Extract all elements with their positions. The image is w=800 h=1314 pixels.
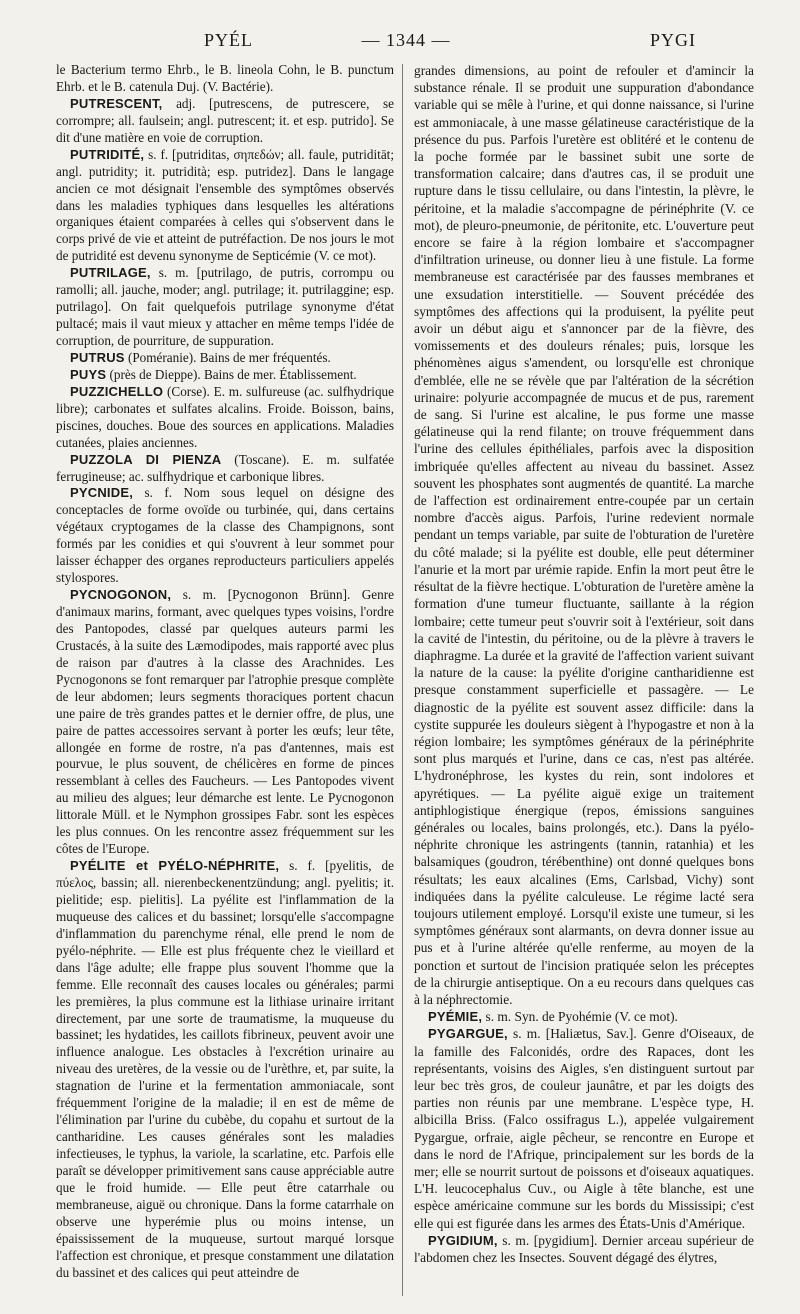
entry [414, 1008, 754, 1025]
entry [56, 350, 394, 367]
entry-text: s. m. [putrilago, de putris, corrompu ou ramolli; all. jauche, moder; angl. putrilage; it. putrilaggine; esp. putrilago]. On fait quelquefois putrilage synonyme d'état pultacé; mais il vaut mieux y attacher en même temps l'idée de corruption, de pourriture, de suppuration. [56, 265, 394, 348]
header-left-guideword: PYÉL [204, 30, 253, 50]
entry [56, 587, 394, 858]
entry [56, 367, 394, 384]
running-header [56, 30, 756, 56]
entry-text: adj. [putrescens, de putrescere, se corrompre; all. faulsein; angl. putrescent; it. et esp. putrido]. Se dit d'une matière en voie de corruption. [56, 95, 394, 145]
header-right-guideword: PYGI [649, 30, 696, 50]
headword: PYGARGUE, [428, 1026, 508, 1042]
headword: PUZZICHELLO [70, 383, 164, 399]
entry-text: grandes dimensions, au point de refouler et d'amincir la substance rénale. Il se produit une suppuration d'abondance variable qui se mêle à l'urine, et qui donne naissance, si l'urine est ammoniacale, à une masse gélatineuse caractéristique de la présence du pus. Parfois l'uretère est oblitéré et le contenu de la poche formée par le bassinet subit une sorte de transformation calcaire; dans d'autres cas, il se produit une rupture dans le tissu cellulaire, ou dans l'intestin, la plèvre, le péritoine, et la maladie s'accompagne de périnéphrite (V. ce mot), de pleuro-pneumonie, de péritonite, etc. L'ouverture peut encore se faire à la région lombaire et s'accompagner d'infiltration urineuse, ou donner lieu à une fistule. La forme membraneuse est caractérisée par des fausses membranes et une exsudation interstitielle. — Souvent précédée des symptômes des affections qui la produisent, la pyélite peut avoir un début aigu et s'annoncer par de la fièvre, des vomissements et des douleurs rénales; puis, lorsque les phénomènes aigus s'amendent, ou lorsqu'elle est chronique d'emblée, elle ne se révèle que par l'altération de la sécrétion urinaire: polyurie accompagnée de mucus et de pus, rarement de sang. Si l'urine est alcaline, le pus forme une masse gélatineuse qui la rend filante; on trouve fréquemment dans l'urine des cellules épithéliales, parfois avec la disposition imbriquée qu'elles affectent au niveau du bassinet. Assez souvent les phosphates sont augmentés de quantité. La marche de l'affection est ordinairement entre-coupée par un certain nombre d'accès aigus. Parfois, l'urine redevient normale pendant un temps variable, par suite de l'obturation de l'uretère du côté malade; si la pyélite est double, elle peut déterminer l'anurie et la mort par urémie rapide. Enfin la mort peut être le résultat de la fièvre hectique. L'obturation de l'uretère amène la formation d'une tumeur fluctuante, saillante à la région lombaire; cette tumeur peut s'ouvrir soit à l'extérieur, soit dans la cavité de l'intestin, du péritoine, ou de la plèvre à travers le diaphragme. La durée et la gravité de l'affection varient suivant la nature de la cause: la pyélite d'origine cantharidienne est presque constamment superficielle et passagère. — Le diagnostic de la pyélite est souvent assez difficile: dans la cystite suppurée les douleurs siègent à l'hypogastre et non à la région lombaire; les symptômes généraux de la périnéphrite sont plus marqués et l'urine, dans ce cas, n'est pas altérée. L'hydronéphrose, les kystes du rein, sont indolores et apyrétiques. — La pyélite aiguë exige un traitement antiphlogistique énergique (repos, émissions sanguines générales ou locales, bains prolongés, etc.). Dans la pyélo-néphrite chronique les astringents (tannin, ratanhia) et les balsamiques (goudron, térébenthine) ont donné quelques bons résultats; les eaux alcalines (Ems, Carlsbad, Vichy) sont indiquées dans la pyélite calculeuse. Le régime lacté sera toujours utilement employé. Lorsqu'il existe une tumeur, si les symptômes généraux sont alarmants, on devra donner issue au pus et à l'urine altérée qu'elle renferme, au moyen de la ponction et surtout de l'incision pratiquée selon les préceptes de la chirurgie antiseptique. On a eu recours dans quelques cas à la néphrectomie. [414, 63, 754, 1007]
entry-text: le Bacterium termo Ehrb., le B. lineola Cohn, le B. punctum Ehrb. et le B. catenula Duj. (V. Bactérie). [56, 62, 394, 94]
headword: PUTRESCENT, [70, 95, 163, 111]
headword: PUYS [70, 366, 107, 382]
entry [56, 62, 394, 96]
entry [56, 265, 394, 350]
entry-text: s. m. [pygidium]. Dernier arceau supérieur de l'abdomen chez les Insectes. Souvent dégagé des élytres, [414, 1232, 754, 1266]
entry-text: s. f. [pyelitis, de πύελος, bassin; all. nierenbeckenentzündung; angl. pyelitis; it. pielitide; esp. pielitis]. La pyélite est l'inflammation de la muqueuse des calices et du bassinet; lorsqu'elle s'accompagne d'inflammation du parenchyme rénal, elle prend le nom de pyélo-néphrite. — Elle est plus fréquente chez le vieillard et dans l'âge adulte; elle frappe plus souvent l'homme que la femme. Elle reconnaît des causes locales ou générales; parmi les premières, la plus commune est la lithiase urinaire irritant directement, par une sorte de traumatisme, la muqueuse du bassinet; les hydatides, les caillots fibrineux, peuvent avoir une influence analogue. Les obstacles à l'excrétion urinaire au niveau des uretères, de la vessie ou de l'urèthre, et, par suite, la stagnation de l'urine et la fermentation ammoniacale, sont fréquemment l'origine de la maladie; il en est de même de l'élimination par l'urine du cubèbe, du copahu et surtout de la cantharidine. Les causes générales sont les maladies infectieuses, le typhus, la variole, la scarlatine, etc. Parfois elle paraît se développer primitivement sans cause appréciable autre que le froid humide. — Elle peut être catarrhale ou membraneuse, aiguë ou chronique. Dans la forme catarrhale on observe une hyperémie plus ou moins intense, un épaississement de la muqueuse, surtout marqué lorsque l'affection est chronique, et presque constamment une dilatation du bassinet et des calices qui peut atteindre de [56, 858, 394, 1280]
headword: PYGIDIUM, [428, 1232, 498, 1248]
entry [56, 96, 394, 147]
entry [414, 1025, 754, 1231]
left-column [56, 62, 394, 1282]
headword: PYÉMIE, [428, 1009, 483, 1025]
column-divider [402, 64, 403, 1296]
headword: PUZZOLA DI PIENZA [70, 451, 222, 467]
entry [414, 62, 754, 1008]
entry-text: s. m. [Pycnogonon Brünn]. Genre d'animaux marins, formant, avec quelques types voisins, l'ordre des Pantopodes, classé par quelques auteurs parmi les Crustacés, à la suite des Læmodipodes, mais rapporté avec plus de raison par d'autres à la classe des Arachnides. Les Pycnogonons se font remarquer par l'atrophie presque complète de leur abdomen; leurs segments thoraciques portent chacun une paire de très grandes pattes et le dernier offre, de plus, une paire de pattes accessoires servant à porter les œufs; leur tête, allongée en forme de rostre, n'a pas d'antennes, mais est pourvue, le plus souvent, de chélicères en forme de pinces ressemblant à celles des Faucheurs. — Les Pantopodes vivent au milieu des algues; leur démarche est lente. Le Pycnogonon littorale Müll. et le Nymphon grossipes Fabr. sont les espèces les plus connues. On les rencontre assez fréquemment sur les côtes de l'Europe. [56, 587, 394, 857]
entry [414, 1232, 754, 1266]
right-column [414, 62, 754, 1266]
headword: PYCNIDE, [70, 485, 134, 501]
entry [56, 384, 394, 452]
entry [56, 452, 394, 486]
entry-text: (Poméranie). Bains de mer fréquentés. [124, 349, 331, 365]
entry-text: s. f. [putriditas, σηπεδών; all. faule, putriditāt; angl. putridity; it. putridità; esp. putridez]. Dans le langage ancien ce mot désignait l'ensemble des symptômes observés dans les maladies typhiques dans lesquelles les altérations organiques étaient comparées à celles qui s'observent dans le corps privé de vie et atteint de putréfaction. De nos jours le mot de putridité est devenu synonyme de Septicémie (V. ce mot). [56, 146, 394, 264]
entry [56, 858, 394, 1281]
entry [56, 485, 394, 587]
entry-text: s. m. Syn. de Pyohémie (V. ce mot). [482, 1009, 678, 1025]
headword: PUTRILAGE, [70, 265, 151, 281]
entry-text: (Corse). E. m. sulfureuse (ac. sulfhydrique libre); carbonates et sulfates alcalins. Froide. Boisson, bains, piscines, douches. Boue des sources en applications. Maladies cutanées, plaies anciennes. [56, 383, 394, 450]
entry [56, 147, 394, 266]
headword: PYÉLITE et PYÉLO-NÉPHRITE, [70, 858, 280, 874]
entry-text: s. f. Nom sous lequel on désigne des conceptacles de forme ovoïde ou turbinée, qui, dans certains végétaux cryptogames de la classe des Champignons, sont formés par les conidies et qui s'ouvrent à leur sommet pour laisser échapper des organes reproducteurs particuliers appelés stylospores. [56, 485, 394, 586]
headword: PUTRIDITÉ, [70, 146, 145, 162]
entry-text: (Toscane). E. m. sulfatée ferrugineuse; ac. sulfhydrique et carbonique libres. [56, 451, 394, 484]
page-number: — 1344 — [361, 30, 451, 50]
entry-text: s. m. [Haliætus, Sav.]. Genre d'Oiseaux, de la famille des Falconidés, ordre des Rapaces, dont les représentants, voisins des Aigles, s'en distinguent surtout par leur bec très gros, de couleur jaunâtre, et par les doigts des parties non réunis par une membrane. L'espèce type, H. albicilla Briss. (Falco ossifragus L.), appelée vulgairement Pygargue, orfraie, aigle pêcheur, se rencontre en Europe et dans le nord de l'Afrique, principalement sur les bords de la mer; elle se nourrit surtout de poissons et d'oiseaux aquatiques. L'H. leucocephalus Cuv., ou Aigle à tête blanche, est une espèce américaine commune sur les bords du Mississipi; c'est elle qui est figurée dans les armes des États-Unis d'Amérique. [414, 1026, 754, 1231]
entry-text: (près de Dieppe). Bains de mer. Établissement. [106, 366, 357, 382]
headword: PUTRUS [70, 349, 125, 365]
headword: PYCNOGONON, [70, 587, 172, 603]
